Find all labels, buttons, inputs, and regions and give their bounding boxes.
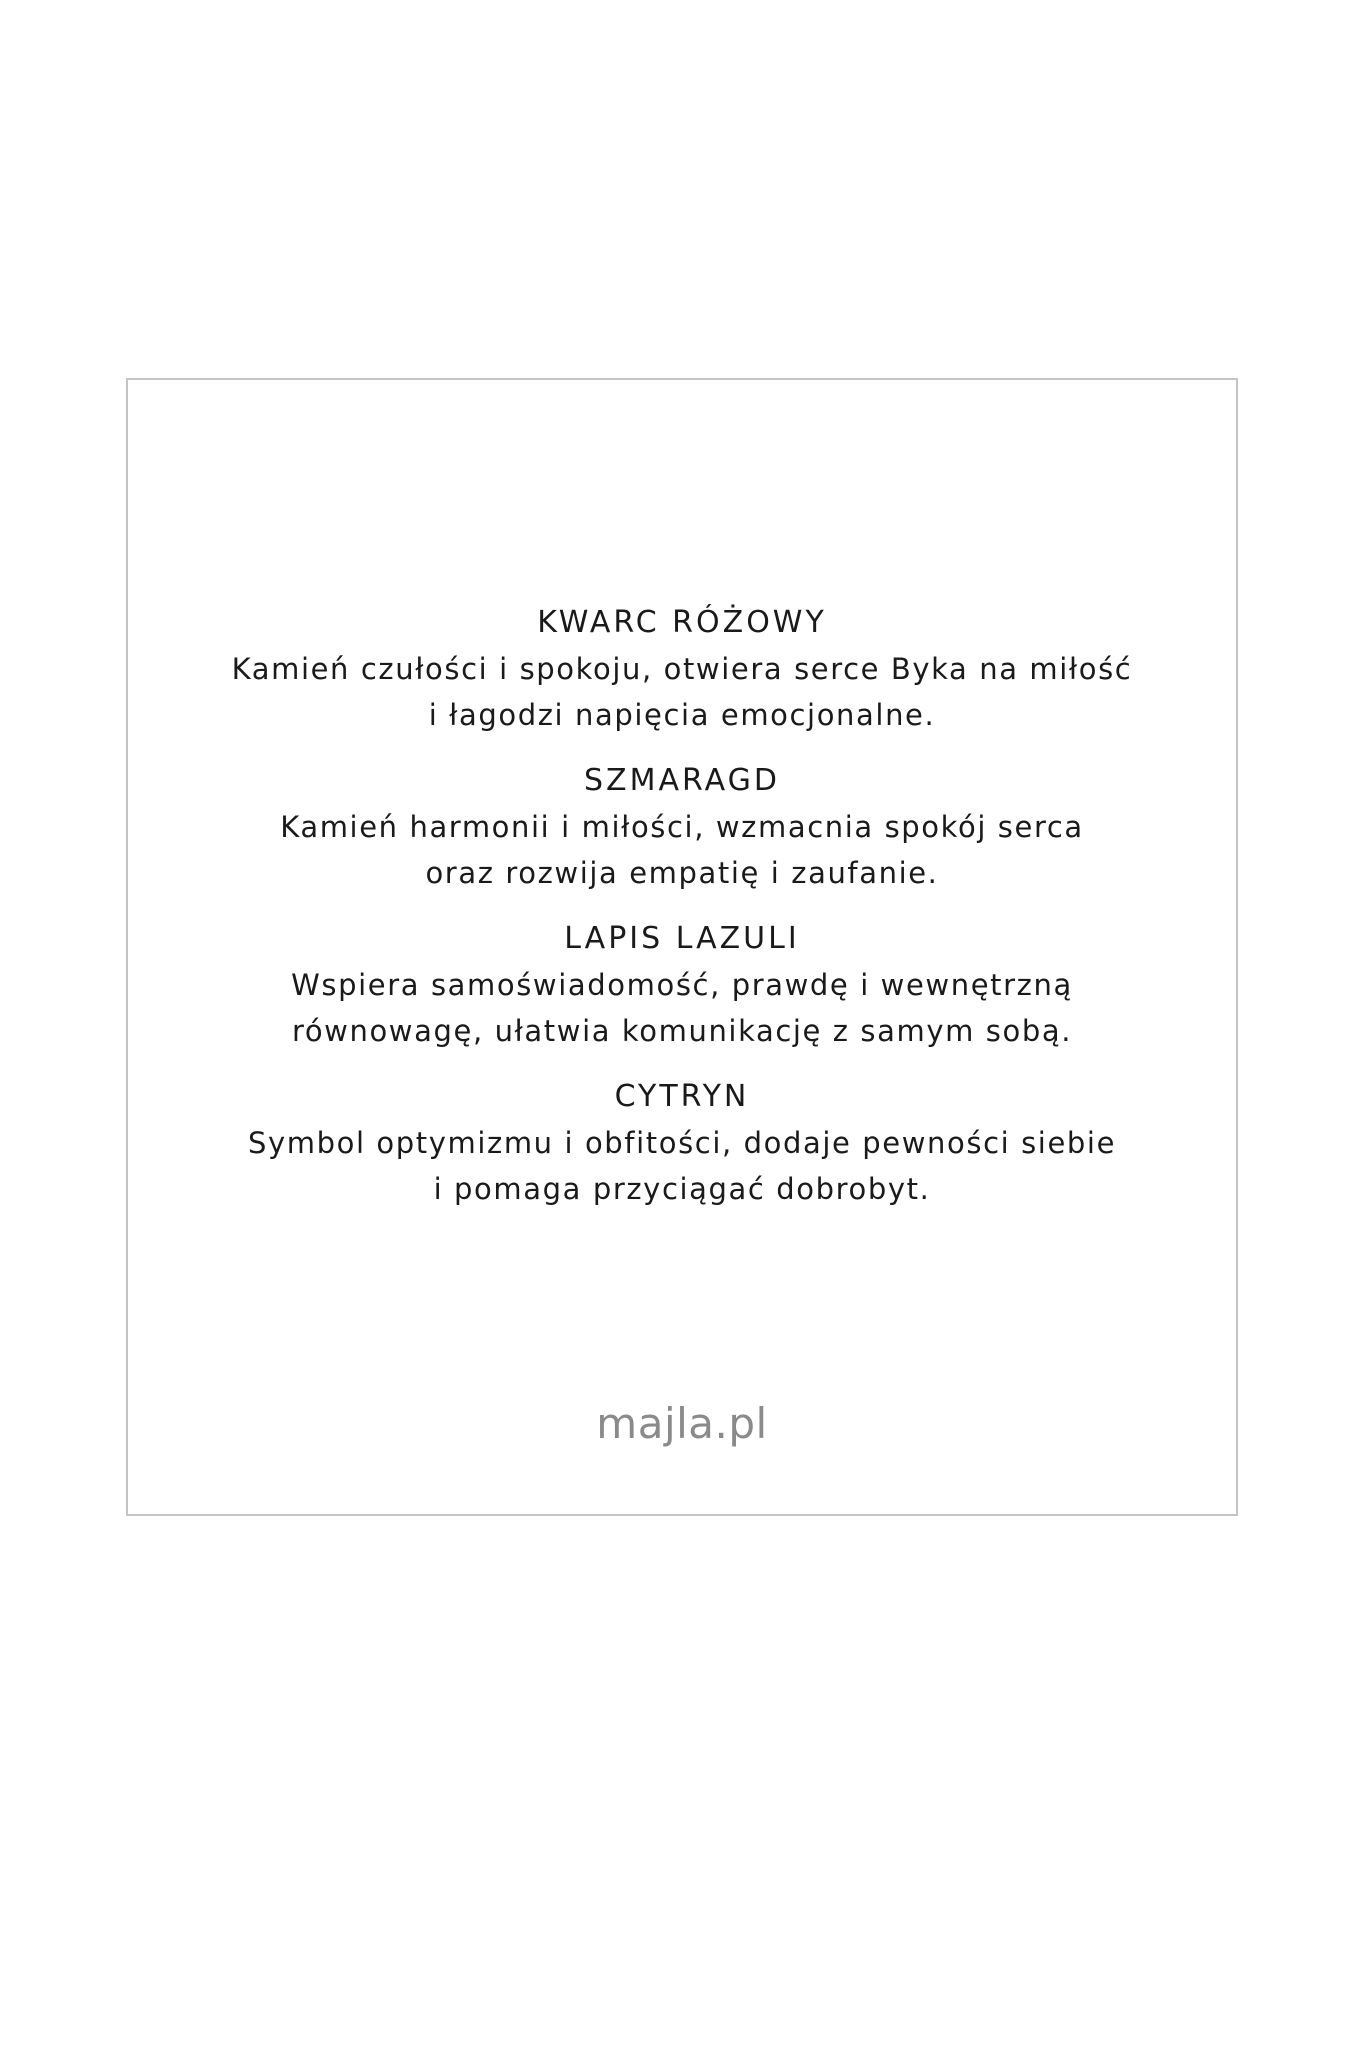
stone-citrine [128,1074,1236,1212]
stone-emerald [128,758,1236,896]
stone-description [128,804,1236,896]
description-line: oraz rozwija empatię i zaufanie. [425,856,939,890]
site-link[interactable]: majla.pl [596,1399,768,1448]
stone-description [128,962,1236,1054]
description-line: równowagę, ułatwia komunikację z samym sobą. [291,1014,1073,1048]
stone-name: CYTRYN [614,1079,750,1114]
stone-rose-quartz [128,600,1236,738]
stone-name: KWARC RÓŻOWY [537,605,827,640]
stone-name: SZMARAGD [584,763,780,798]
stone-name: LAPIS LAZULI [564,921,800,956]
description-line: Kamień czułości i spokoju, otwiera serce Byka na miłość [231,652,1133,686]
description-line: Symbol optymizmu i obfitości, dodaje pewności siebie [247,1126,1117,1160]
description-line: Wspiera samoświadomość, prawdę i wewnętrzną [291,968,1073,1002]
description-line: Kamień harmonii i miłości, wzmacnia spokój serca [280,810,1084,844]
gemstone-card [126,378,1238,1516]
stone-description [128,1120,1236,1212]
description-line: i łagodzi napięcia emocjonalne. [428,698,936,732]
description-line: i pomaga przyciągać dobrobyt. [433,1172,931,1206]
stone-lapis-lazuli [128,916,1236,1054]
stone-description [128,646,1236,738]
gemstone-list [128,600,1236,1232]
